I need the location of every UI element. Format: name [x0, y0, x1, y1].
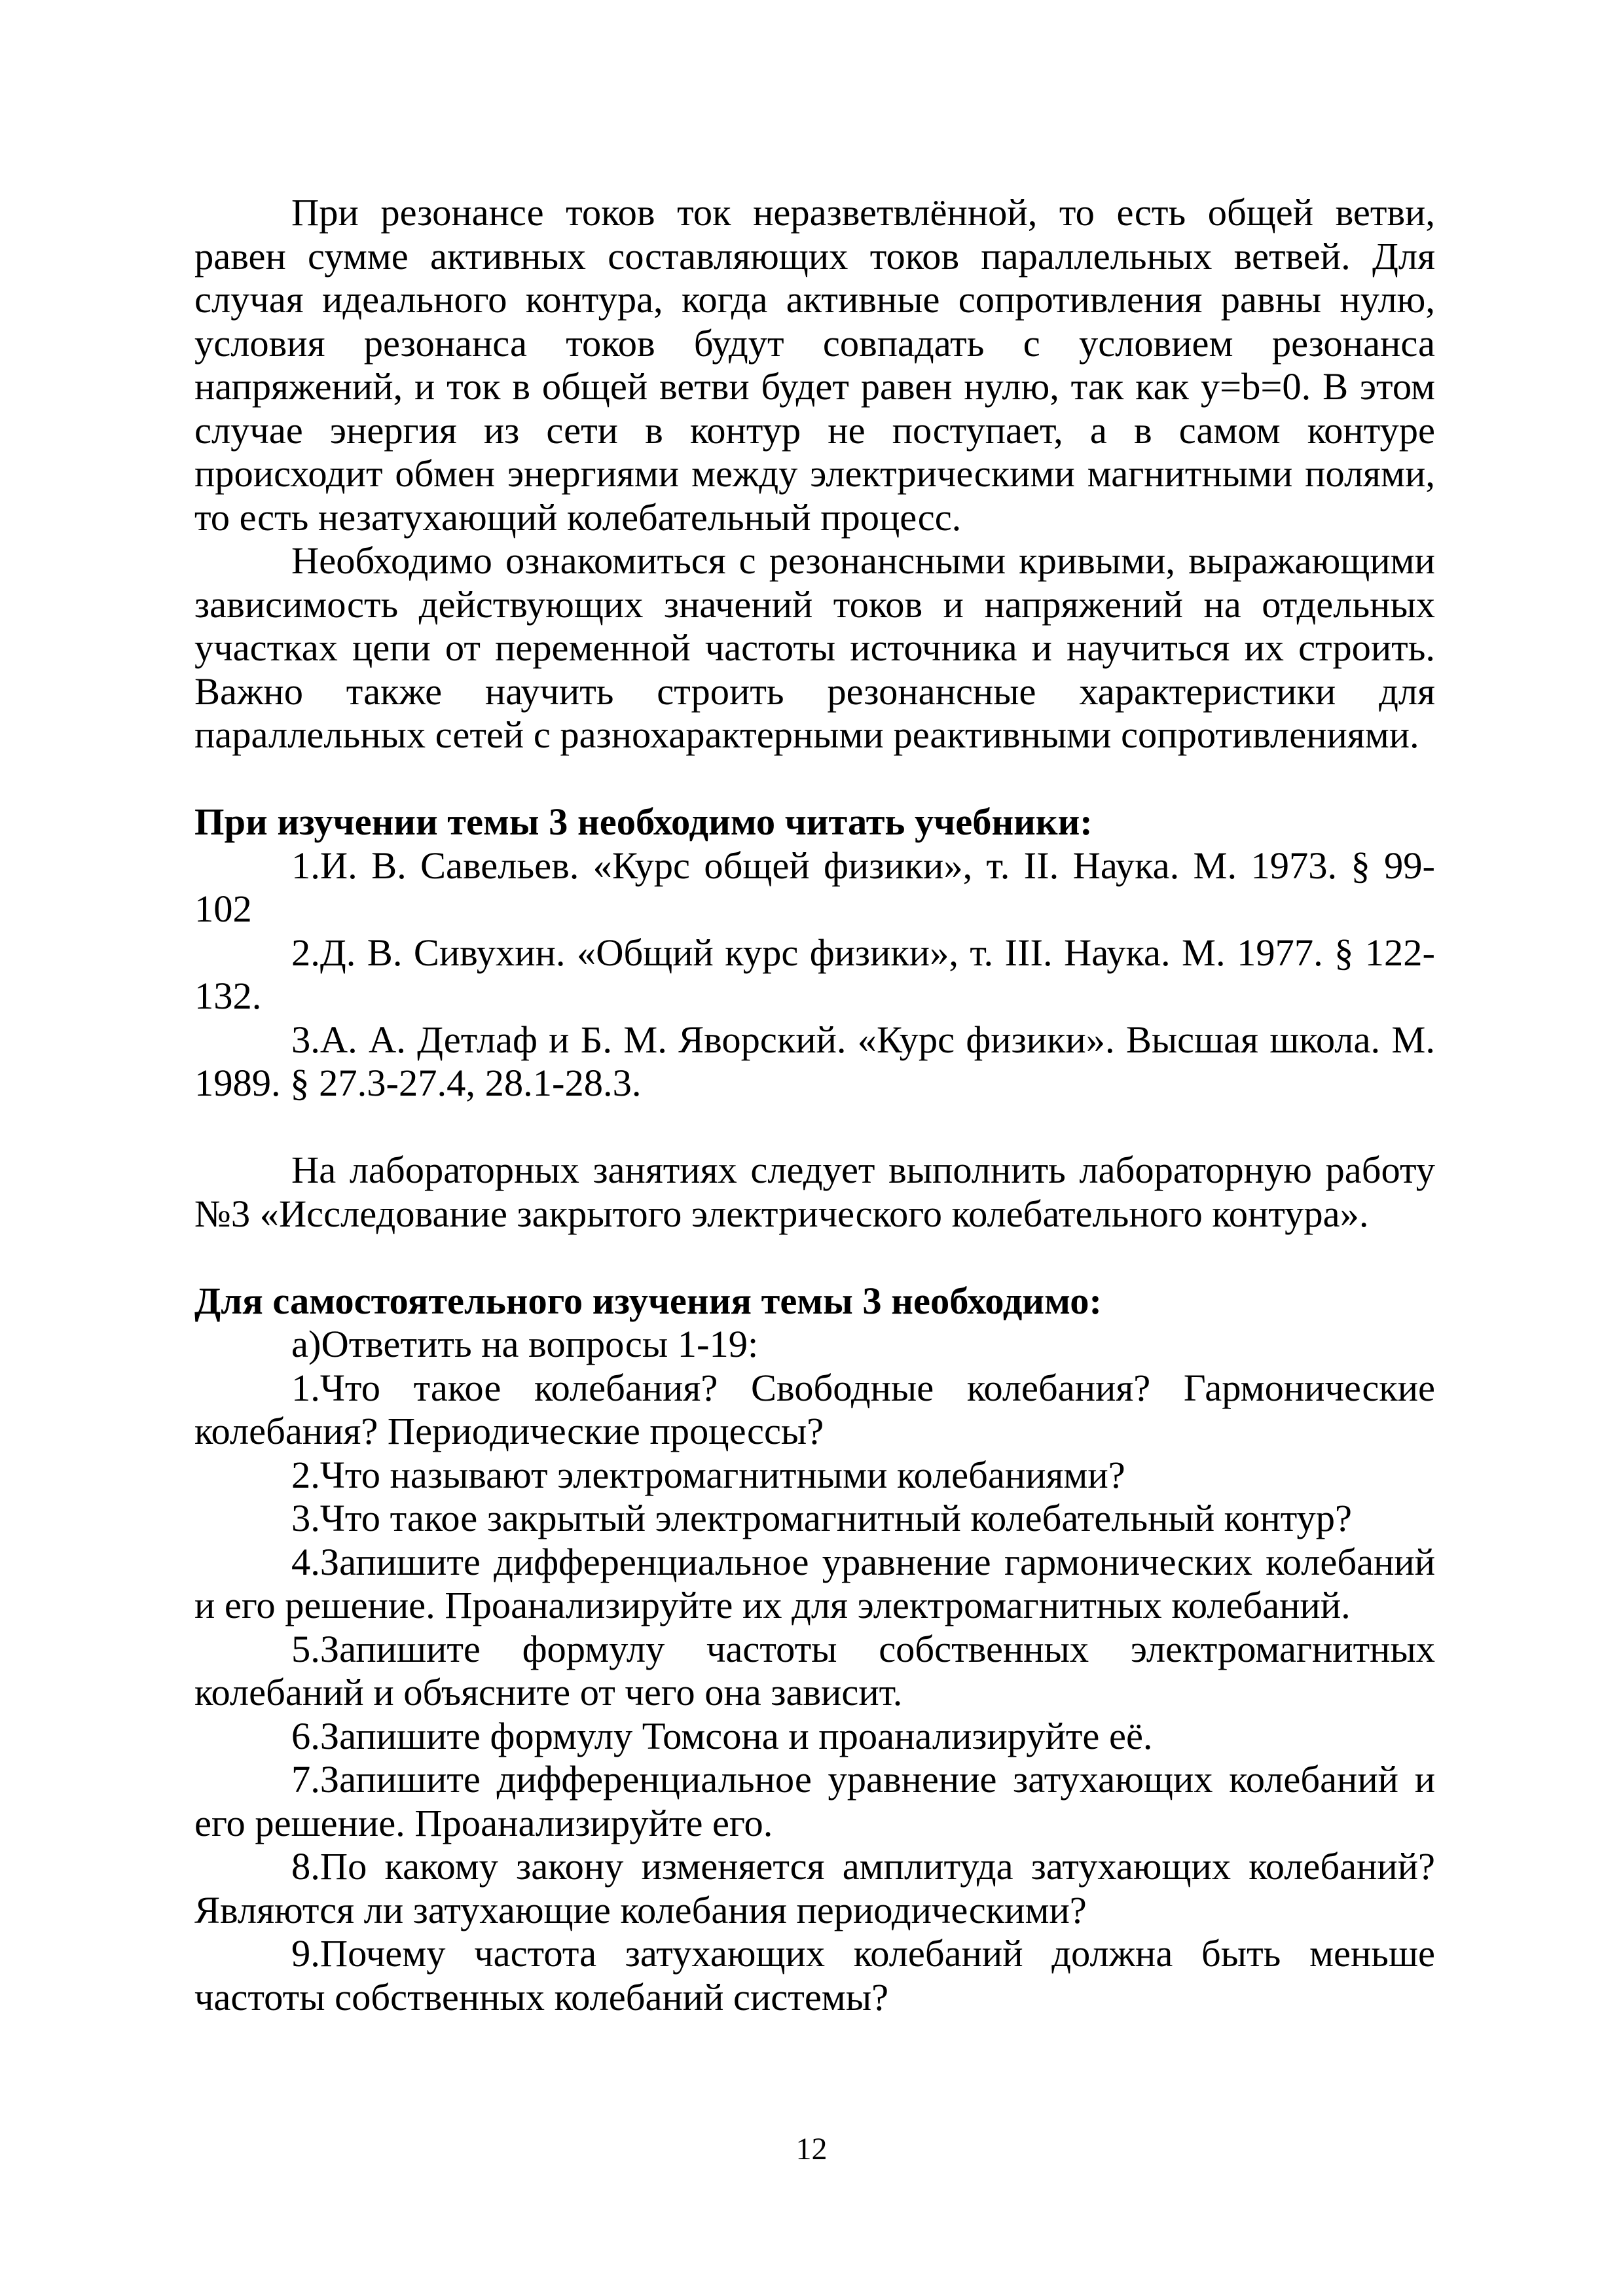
question-item: 6.Запишите формулу Томсона и проанализируйте её.	[291, 1714, 1153, 1757]
textbooks-heading: При изучении темы 3 необходимо читать учебники:	[194, 800, 1093, 843]
question-item: 4.Запишите дифференциальное уравнение гармонических колебаний и его решение. Проанализируйте их для электромагнитных колебаний.	[194, 1540, 1435, 1626]
question-item: 7.Запишите дифференциальное уравнение затухающих колебаний и его решение. Проанализируйте его.	[194, 1758, 1435, 1844]
self-study-heading: Для самостоятельного изучения темы 3 необходимо:	[194, 1279, 1102, 1322]
lab-paragraph: На лабораторных занятиях следует выполнить лабораторную работу №3 «Исследование закрытого электрического колебательного контура».	[194, 1149, 1435, 1235]
self-study-intro: а)Ответить на вопросы 1-19:	[291, 1323, 759, 1365]
spacer	[194, 1105, 1435, 1149]
paragraph-resonance-curves: Необходимо ознакомиться с резонансными кривыми, выражающими зависимость действующих значений токов и напряжений на отдельных участках цепи от переменной частоты источника и научиться их строить. Важно также научить строить резонансные характеристики для параллельных сетей с разнохарактерными реактивными сопротивлениями.	[194, 539, 1435, 756]
question-item: 1.Что такое колебания? Свободные колебания? Гармонические колебания? Периодические процессы?	[194, 1366, 1435, 1452]
spacer	[194, 757, 1435, 801]
question-item: 3.Что такое закрытый электромагнитный колебательный контур?	[291, 1497, 1353, 1539]
question-item: 2.Что называют электромагнитными колебаниями?	[291, 1453, 1125, 1496]
textbook-item: 3.А. А. Детлаф и Б. М. Яворский. «Курс физики». Высшая школа. М. 1989. § 27.3-27.4, 28.1-28.3.	[194, 1018, 1435, 1104]
textbook-item: 2.Д. В. Сивухин. «Общий курс физики», т. III. Наука. М. 1977. § 122-132.	[194, 931, 1435, 1017]
question-item: 8.По какому закону изменяется амплитуда затухающих колебаний? Являются ли затухающие колебания периодическими?	[194, 1845, 1435, 1931]
page-number: 12	[795, 2132, 828, 2166]
paragraph-resonance-currents: При резонансе токов ток неразветвлённой, то есть общей ветви, равен сумме активных составляющих токов параллельных ветвей. Для случая идеального контура, когда активные сопротивления равны нулю, условия резонанса токов будут совпадать с условием резонанса напряжений, и ток в общей ветви будет равен нулю, так как y=b=0. В этом случае энергия из сети в контур не поступает, а в самом контуре происходит обмен энергиями между электрическими магнитными полями, то есть незатухающий колебательный процесс.	[194, 191, 1435, 539]
textbook-item: 1.И. В. Савельев. «Курс общей физики», т. II. Наука. М. 1973. § 99-102	[194, 844, 1435, 930]
spacer	[194, 1236, 1435, 1280]
page-body	[194, 191, 1435, 2019]
question-item: 9.Почему частота затухающих колебаний должна быть меньше частоты собственных колебаний системы?	[194, 1932, 1435, 2018]
question-item: 5.Запишите формулу частоты собственных электромагнитных колебаний и объясните от чего она зависит.	[194, 1627, 1435, 1713]
